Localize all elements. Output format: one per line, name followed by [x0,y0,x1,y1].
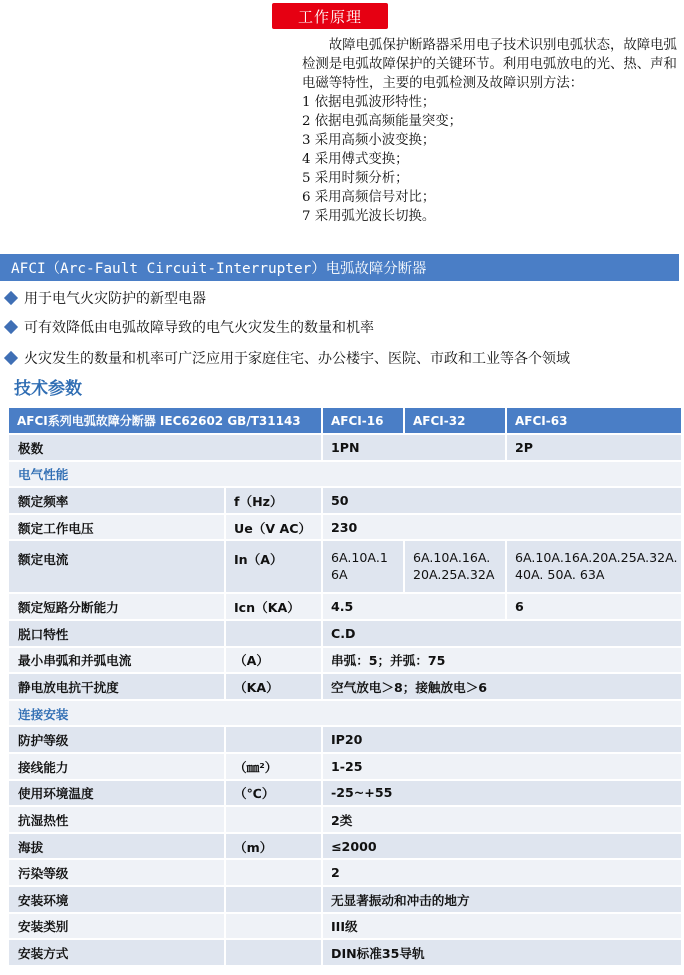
feature-item [3,288,206,308]
row-label: 脱口特性 [8,620,225,647]
row-label: 接线能力 [8,753,225,780]
row-label: 最小串弧和并弧电流 [8,647,225,674]
method-item: 7 采用弧光波长切换。 [302,209,436,224]
table-row [8,514,682,541]
row-label: 极数 [8,434,322,461]
header-afci-63: AFCI-63 [506,407,682,434]
table-row [8,593,682,620]
table-row [8,487,682,514]
group-row [8,700,682,727]
row-value [322,540,404,593]
table-row [8,620,682,647]
table-row [8,833,682,860]
row-unit: f（Hz） [225,487,322,514]
row-value: IP20 [322,726,682,753]
row-value: 2 [322,859,682,886]
method-item: 4 采用傅式变换； [302,152,409,167]
row-unit: Icn（KA） [225,593,322,620]
row-value: 2类 [322,806,682,833]
row-unit: In（A） [225,540,322,593]
table-row [8,913,682,940]
row-unit: Ue（V AC） [225,514,322,541]
current-afci-63: 6A.10A.16A.20A.25A.32A. 40A. 50A. 63A [515,550,678,583]
table-row [8,780,682,807]
group-row [8,461,682,488]
table-row [8,673,682,700]
row-label: 额定工作电压 [8,514,225,541]
header-afci-16: AFCI-16 [322,407,404,434]
row-label: 安装环境 [8,886,225,913]
header-series: AFCI系列电弧故障分断器 IEC62602 GB/T31143 [8,407,322,434]
row-value: 空气放电＞8；接触放电＞6 [322,673,682,700]
table-row [8,753,682,780]
diamond-bullet-icon [4,291,18,305]
table-row [8,434,682,461]
method-item: 2 依据电弧高频能量突变； [302,114,463,129]
method-item: 1 依据电弧波形特性； [302,95,436,110]
row-unit [225,726,322,753]
current-afci-32: 6A.10A.16A. 20A.25A.32A [413,550,495,583]
row-unit: （A） [225,647,322,674]
intro-text [302,36,684,226]
row-unit: （㎜²） [225,753,322,780]
row-value: 6 [506,593,682,620]
table-row [8,806,682,833]
row-label: 抗湿热性 [8,806,225,833]
section-badge: 工作原理 [272,3,388,29]
row-label: 额定电流 [8,540,225,593]
table-row [8,886,682,913]
row-value: DIN标准35导轨 [322,939,682,966]
row-value: 无显著振动和冲击的地方 [322,886,682,913]
feature-item [3,317,374,337]
intro-paragraph: 故障电弧保护断路器采用电子技术识别电弧状态，故障电弧检测是电弧故障保护的关键环节。利用电弧放电的光、热、声和电磁等特性，主要的电弧检测及故障识别方法： [302,38,677,91]
row-value: 2P [506,434,682,461]
row-value: 230 [322,514,682,541]
diamond-bullet-icon [4,320,18,334]
row-unit [225,806,322,833]
row-unit: （KA） [225,673,322,700]
row-value [404,540,506,593]
tech-params-title: 技术参数 [14,379,82,399]
method-item: 3 采用高频小波变换； [302,133,436,148]
row-label: 海拔 [8,833,225,860]
method-item: 6 采用高频信号对比； [302,190,436,205]
group-label: 连接安装 [8,700,682,727]
row-unit [225,939,322,966]
table-row [8,859,682,886]
feature-item [3,348,570,368]
spec-table [7,406,683,967]
feature-text: 火灾发生的数量和机率可广泛应用于家庭住宅、办公楼宇、医院、市政和工业等各个领域 [24,351,570,367]
row-label: 污染等级 [8,859,225,886]
table-row [8,726,682,753]
row-unit [225,620,322,647]
row-value: 1-25 [322,753,682,780]
row-label: 额定短路分断能力 [8,593,225,620]
row-value: 串弧：5；并弧：75 [322,647,682,674]
row-unit: （℃） [225,780,322,807]
row-value: 1PN [322,434,506,461]
row-label: 防护等级 [8,726,225,753]
row-value: C.D [322,620,682,647]
header-afci-32: AFCI-32 [404,407,506,434]
row-unit [225,913,322,940]
row-label: 安装类别 [8,913,225,940]
table-row [8,647,682,674]
row-unit [225,886,322,913]
table-row [8,939,682,966]
row-label: 静电放电抗干扰度 [8,673,225,700]
table-header-row [8,407,682,434]
row-unit [225,859,322,886]
row-value [506,540,682,593]
row-label: 安装方式 [8,939,225,966]
feature-text: 可有效降低由电弧故障导致的电气火灾发生的数量和机率 [24,320,374,336]
row-value: 50 [322,487,682,514]
row-unit: （m） [225,833,322,860]
row-label: 额定频率 [8,487,225,514]
group-label: 电气性能 [8,461,682,488]
method-item: 5 采用时频分析； [302,171,409,186]
table-row [8,540,682,593]
afci-banner: AFCI（Arc-Fault Circuit-Interrupter）电弧故障分断器 [0,254,679,281]
row-value: 4.5 [322,593,506,620]
feature-text: 用于电气火灾防护的新型电器 [24,291,206,307]
row-value: ≤2000 [322,833,682,860]
row-label: 使用环境温度 [8,780,225,807]
row-value: III级 [322,913,682,940]
current-afci-16: 6A.10A.1 6A [331,550,388,583]
row-value: -25~+55 [322,780,682,807]
diamond-bullet-icon [4,351,18,365]
